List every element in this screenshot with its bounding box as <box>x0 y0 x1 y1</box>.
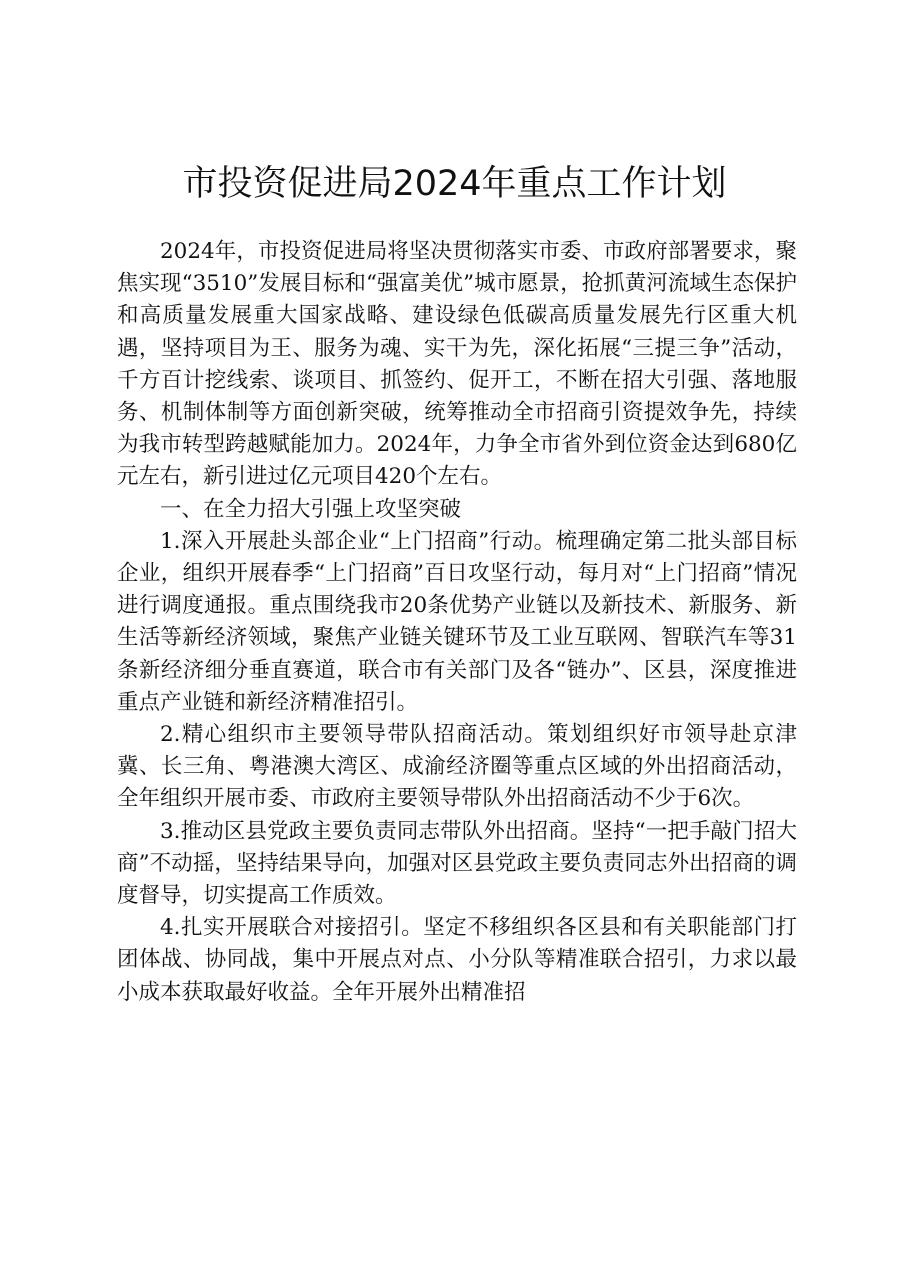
document-body <box>117 236 797 1009</box>
list-item-2: 2.精心组织市主要领导带队招商活动。策划组织好市领导赴京津冀、长三角、粤港澳大湾区、成渝经济圈等重点区域的外出招商活动，全年组织开展市委、市政府主要领导带队外出招商活动不少于6次。 <box>117 722 797 812</box>
section-heading-1: 一、在全力招大引强上攻坚突破 <box>160 496 462 522</box>
list-item-3: 3.推动区县党政主要负责同志带队外出招商。坚持“一把手敲门招大商”不动摇，坚持结果导向，加强对区县党政主要负责同志外出招商的调度督导，切实提高工作质效。 <box>117 818 797 909</box>
list-item-4: 4.扎实开展联合对接招引。坚定不移组织各区县和有关职能部门打团体战、协同战，集中开展点对点、小分队等精准联合招引，力求以最小成本获取最好收益。全年开展外出精准招 <box>117 915 797 1005</box>
intro-paragraph: 2024年，市投资促进局将坚决贯彻落实市委、市政府部署要求，聚焦实现“3510”发展目标和“强富美优”城市愿景，抢抓黄河流域生态保护和高质量发展重大国家战略、建设绿色低碳高质量发展先行区重大机遇，坚持项目为王、服务为魂、实干为先，深化拓展“三提三争”活动，千方百计挖线索、谈项目、抓签约、促开工，不断在招大引强、落地服务、机制体制等方面创新突破，统筹推动全市招商引资提效争先，持续为我市转型跨越赋能加力。2024年，力争全市省外到位资金达到680亿元左右，新引进过亿元项目420个左右。 <box>117 239 797 490</box>
document-title: 市投资促进局2024年重点工作计划 <box>182 164 727 204</box>
list-item-1: 1.深入开展赴头部企业“上门招商”行动。梳理确定第二批头部目标企业，组织开展春季“上门招商”百日攻坚行动，每月对“上门招商”情况进行调度通报。重点围绕我市20条优势产业链以及新技术、新服务、新生活等新经济领域，聚焦产业链关键环节及工业互联网、智联汽车等31条新经济细分垂直赛道，联合市有关部门及各“链办”、区县，深度推进重点产业链和新经济精准招引。 <box>117 528 797 715</box>
